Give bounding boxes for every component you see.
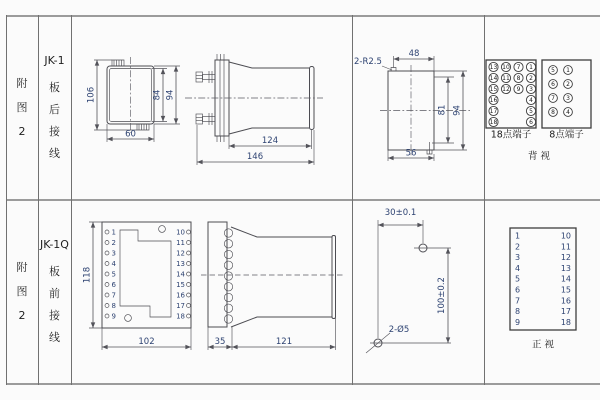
dim-label: 84 xyxy=(152,89,163,101)
dim-118 xyxy=(83,222,103,328)
wiring-label-char: 线 xyxy=(49,147,60,160)
mounting-hole xyxy=(159,226,166,233)
terminal-number: 6 xyxy=(551,81,555,89)
terminal-number: 5 xyxy=(551,67,555,75)
terminal-number-table xyxy=(510,228,576,330)
bottom-notch xyxy=(427,142,432,154)
left-terminal-numbers xyxy=(112,229,117,321)
svg-text:10: 10 xyxy=(560,231,571,241)
terminal-number: 3 xyxy=(566,95,570,103)
rear-terminal-layouts xyxy=(484,15,600,200)
dim-label: 56 xyxy=(405,148,417,159)
jk1q-side-view xyxy=(201,222,343,350)
jk1-side-view xyxy=(185,54,323,165)
rear-view-label: 背 视 xyxy=(527,151,551,162)
dim-label: 94 xyxy=(165,89,176,101)
svg-text:10: 10 xyxy=(176,228,185,237)
svg-text:9: 9 xyxy=(515,317,521,327)
dim-label: 94 xyxy=(452,105,463,116)
svg-text:7: 7 xyxy=(111,291,116,300)
dim-label: 106 xyxy=(86,86,97,104)
terminal-number: 12 xyxy=(502,86,510,94)
terminal-number: 6 xyxy=(529,119,533,127)
bottom-mounting-lug xyxy=(137,124,149,130)
svg-text:11: 11 xyxy=(560,242,571,252)
terminal-number: 3 xyxy=(529,86,533,94)
table-right-column xyxy=(561,232,571,327)
fig-label-char: 图 xyxy=(16,284,28,298)
terminal-number: 15 xyxy=(489,86,498,94)
keyway-notch xyxy=(391,68,396,72)
dim-label: 35 xyxy=(214,337,226,347)
svg-text:17: 17 xyxy=(176,302,185,310)
fig-label-row1 xyxy=(6,15,38,199)
wiring-label-char: 板 xyxy=(49,265,60,278)
terminal-number: 2 xyxy=(529,75,533,83)
terminal-block-8pt-label: 8点端子 xyxy=(549,129,584,141)
rear-cover xyxy=(332,236,336,319)
top-mounting-lug xyxy=(112,60,124,66)
dim-35 xyxy=(208,327,232,350)
front-terminal-table xyxy=(484,200,600,384)
terminal-number: 5 xyxy=(529,108,533,116)
terminal-number: 4 xyxy=(529,97,533,105)
model-label: JK-1Q xyxy=(40,238,69,251)
svg-text:4: 4 xyxy=(515,263,521,273)
model-label: JK-1 xyxy=(44,54,65,67)
terminal-number: 7 xyxy=(551,95,555,103)
svg-text:18: 18 xyxy=(176,312,185,321)
svg-text:3: 3 xyxy=(515,253,521,263)
terminal-number: 17 xyxy=(489,108,498,116)
svg-text:1: 1 xyxy=(111,228,116,237)
fig-label-char: 图 xyxy=(16,100,28,114)
dim-label: 121 xyxy=(275,337,293,347)
dim-label: 48 xyxy=(408,49,420,59)
fig-label-char: 2 xyxy=(18,308,26,322)
dim-48 xyxy=(394,49,435,71)
mounting-hole xyxy=(125,315,132,322)
terminal-number: 7 xyxy=(516,64,521,72)
terminal-number: 8 xyxy=(516,75,521,83)
svg-text:16: 16 xyxy=(176,291,185,300)
dim-102 xyxy=(102,328,191,350)
svg-text:6: 6 xyxy=(111,281,116,289)
fig-label-char: 附 xyxy=(16,260,28,274)
hole-callout xyxy=(389,324,410,335)
top-hole xyxy=(414,244,451,252)
dim-label: 30±0.1 xyxy=(384,208,417,218)
jk1q-drilling-plan xyxy=(352,200,484,384)
svg-text:13: 13 xyxy=(560,263,571,273)
connector-outline xyxy=(120,230,171,317)
dim-100 xyxy=(437,248,448,343)
wiring-label-char: 前 xyxy=(49,287,60,300)
svg-text:2: 2 xyxy=(515,242,521,252)
right-terminal-numbers xyxy=(176,229,185,321)
bottom-terminal-screw xyxy=(196,113,215,125)
svg-text:13: 13 xyxy=(176,260,185,268)
jk1-panel-cutout-drawing xyxy=(352,15,484,200)
svg-text:3: 3 xyxy=(111,249,116,258)
terminal-block-8pt xyxy=(542,60,591,141)
terminal-number: 18 xyxy=(489,119,498,127)
model-cell-row1 xyxy=(38,15,71,199)
terminal-block-18pt-label: 18点端子 xyxy=(490,129,532,141)
terminal-number: 13 xyxy=(489,64,498,72)
svg-text:8: 8 xyxy=(515,307,521,317)
fig-label-char: 2 xyxy=(18,124,26,138)
svg-text:11: 11 xyxy=(176,239,185,247)
jk1q-views-drawing xyxy=(71,200,352,384)
wiring-label-char: 后 xyxy=(49,103,60,116)
terminal-number: 4 xyxy=(566,109,570,117)
dim-label: 146 xyxy=(246,152,264,162)
svg-text:14: 14 xyxy=(176,270,185,279)
radius-callout xyxy=(354,57,392,70)
dim-label: 81 xyxy=(437,104,448,116)
terminal-number: 10 xyxy=(502,64,510,72)
front-view-label: 正 视 xyxy=(531,339,555,351)
table-left-column xyxy=(515,232,520,327)
wiring-label-char: 接 xyxy=(49,125,60,138)
svg-text:18: 18 xyxy=(560,317,571,327)
left-terminal-circles xyxy=(105,230,109,318)
jk1q-front-view xyxy=(83,222,192,350)
wiring-label-char: 板 xyxy=(49,81,60,94)
terminal-number: 1 xyxy=(566,67,570,75)
terminal-number: 9 xyxy=(516,86,521,94)
jk1-views-drawing xyxy=(71,15,352,200)
dim-124 xyxy=(229,130,312,149)
dim-label: 60 xyxy=(125,129,136,140)
dim-label: 100±0.2 xyxy=(437,277,447,314)
svg-text:12: 12 xyxy=(176,249,185,258)
dim-label: 118 xyxy=(82,266,93,284)
svg-text:4: 4 xyxy=(111,260,116,268)
svg-text:15: 15 xyxy=(176,281,185,289)
jk1-front-view xyxy=(87,57,181,142)
terminal-number: 11 xyxy=(502,75,510,83)
svg-text:7: 7 xyxy=(515,296,521,306)
dim-label: 102 xyxy=(138,337,155,347)
svg-text:8: 8 xyxy=(111,302,116,310)
dim-label: 124 xyxy=(261,136,279,146)
svg-text:17: 17 xyxy=(560,307,571,317)
wiring-label-char: 线 xyxy=(49,331,60,344)
svg-text:12: 12 xyxy=(560,253,571,263)
svg-text:2: 2 xyxy=(111,239,116,247)
model-cell-row2 xyxy=(38,199,71,383)
radius-label: 2-R2.5 xyxy=(354,57,382,67)
svg-text:1: 1 xyxy=(515,231,521,241)
right-terminal-circles xyxy=(187,230,191,318)
bottom-hole xyxy=(366,333,451,353)
terminal-number: 16 xyxy=(489,97,498,105)
dim-81 xyxy=(432,77,454,143)
dim-121 xyxy=(232,318,336,350)
svg-text:6: 6 xyxy=(515,285,521,295)
svg-text:14: 14 xyxy=(560,274,571,284)
wiring-label-char: 接 xyxy=(49,309,60,322)
terminal-number: 14 xyxy=(489,75,498,83)
terminal-number: 8 xyxy=(551,109,555,117)
terminal-block-18pt xyxy=(486,60,536,141)
terminal-number: 2 xyxy=(566,81,570,89)
fig-label-char: 附 xyxy=(16,76,28,90)
hole-label: 2-Ø5 xyxy=(388,325,410,335)
fig-label-row2 xyxy=(6,199,38,383)
svg-text:5: 5 xyxy=(515,274,521,284)
svg-text:5: 5 xyxy=(111,270,116,279)
top-terminal-screw xyxy=(196,71,215,83)
svg-text:15: 15 xyxy=(560,285,571,295)
terminal-number: 1 xyxy=(529,64,533,72)
svg-text:9: 9 xyxy=(111,312,116,321)
dim-106 xyxy=(87,60,138,130)
terminal-bumps xyxy=(224,229,232,323)
svg-text:16: 16 xyxy=(560,296,571,306)
dim-30 xyxy=(378,208,423,338)
